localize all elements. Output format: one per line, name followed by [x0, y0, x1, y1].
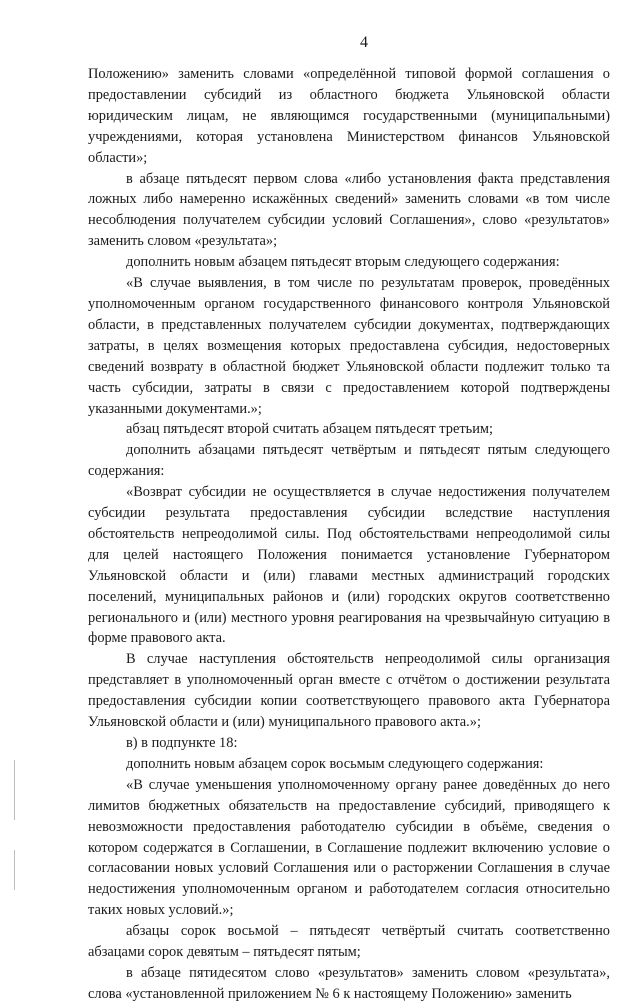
paragraph: Положению» заменить словами «определённой типовой формой соглашения о предоставлении субсидий из областного бюджета Ульяновской области юридическим лицам, не являющимся государственными (муниципальными) учреждениями, которая установлена Министерством финансов Ульяновской области»;	[88, 66, 610, 166]
scan-margin-mark	[14, 760, 15, 820]
paragraph: абзац пятьдесят второй считать абзацем пятьдесят третьим;	[126, 421, 494, 438]
paragraph: дополнить новым абзацем пятьдесят вторым следующего содержания:	[126, 254, 560, 271]
scan-margin-mark	[14, 850, 15, 890]
quoted-paragraph: «В случае уменьшения уполномоченному органу ранее доведённых до него лимитов бюджетных обязательств на предоставление субсидий, приводящего к невозможности предоставления работодателю субсидии в объёме, сведения о котором содержатся в Соглашении, в Соглашение подлежит включению условие о согласовании новых условий Соглашения или о расторжении Соглашения в случае недостижения уполномоченным органом и работодателем согласия относительно таких новых условий.»;	[88, 776, 610, 919]
quoted-paragraph: «Возврат субсидии не осуществляется в случае недостижения получателем субсидии результата предоставления субсидии вследствие наступления обстоятельств непреодолимой силы. Под обстоятельствами непреодолимой силы для целей настоящего Положения понимается установление Губернатором Ульяновской области и (или) главами местных администраций городских поселений, муниципальных районов и (или) городских округов соответственно регионального и (или) местного уровня реагирования на чрезвычайную ситуацию в форме правового акта.	[88, 484, 610, 647]
paragraph: дополнить новым абзацем сорок восьмым следующего содержания:	[126, 755, 544, 772]
page-number: 4	[360, 34, 368, 51]
paragraph: в абзаце пятьдесят первом слова «либо установления факта представления ложных либо намеренно искажённых сведений» заменить словами «в том числе несоблюдения получателем субсидии условий Соглашения», слово «результатов» заменить словом «результата»;	[88, 170, 610, 250]
paragraph: в) в подпункте 18:	[126, 735, 238, 751]
paragraph: в абзаце пятидесятом слово «результатов» заменить словом «результата», слова «установленной приложением № 6 к настоящему Положению» заменить	[88, 964, 610, 1002]
paragraph: дополнить абзацами пятьдесят четвёртым и пятьдесят пятым следующего содержания:	[88, 442, 610, 480]
quoted-paragraph: «В случае выявления, в том числе по результатам проверок, проведённых уполномоченным органом государственного финансового контроля Ульяновской области, в представленных получателем субсидии документах, подтверждающих затраты, в целях возмещения которых предоставлена субсидия, недостоверных сведений возврату в областной бюджет Ульяновской области подлежит только та часть субсидии, затраты в связи с предоставлением которой подтверждены указанными документами.»;	[88, 275, 610, 417]
paragraph: абзацы сорок восьмой – пятьдесят четвёртый считать соответственно абзацами сорок девятым – пятьдесят пятым;	[88, 923, 610, 961]
paragraph: В случае наступления обстоятельств непреодолимой силы организация представляет в уполномоченный орган вместе с отчётом о достижении результата предоставления субсидии копии соответствующего правового акта Губернатора Ульяновской области и (или) муниципального правового акта.»;	[88, 651, 610, 731]
